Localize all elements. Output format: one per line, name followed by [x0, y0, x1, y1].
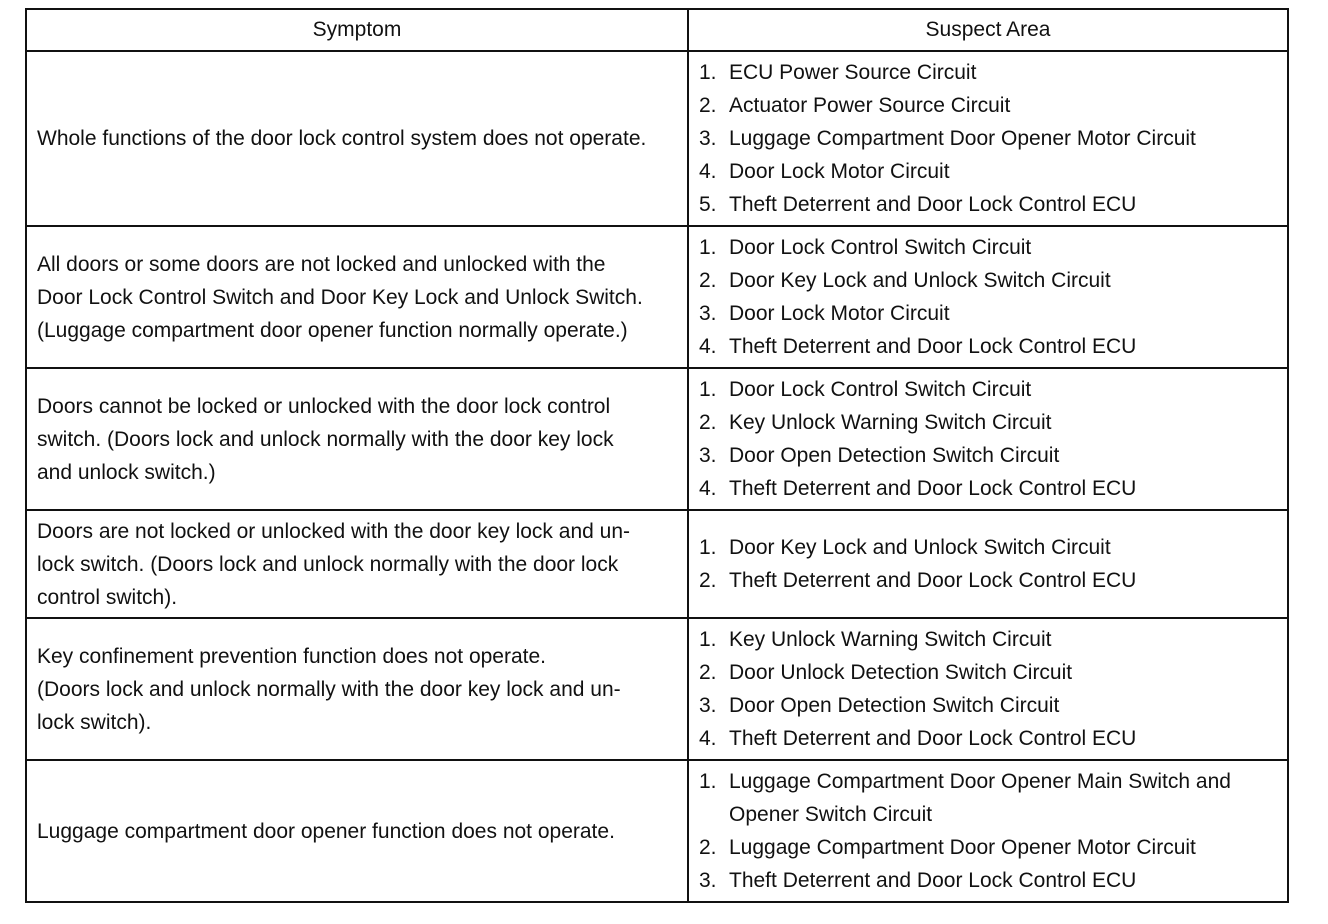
symptom-cell: [26, 510, 688, 618]
suspect-item-text: Door Lock Control Switch Circuit: [729, 236, 1032, 259]
suspect-item: [699, 722, 1277, 755]
symptom-text: lock switch).: [37, 710, 152, 734]
troubleshooting-table: [25, 8, 1289, 903]
suspect-item: [699, 297, 1277, 330]
symptom-cell: [26, 618, 688, 760]
suspect-item: [699, 89, 1277, 122]
suspect-item-number: 3.: [699, 127, 717, 150]
suspect-item: [699, 373, 1277, 406]
suspect-area-cell: [688, 368, 1288, 510]
suspect-item-number: 4.: [699, 335, 717, 358]
suspect-item: [699, 155, 1277, 188]
suspect-area-cell: [688, 226, 1288, 368]
suspect-item: [699, 56, 1277, 89]
suspect-item-number: 1.: [699, 378, 717, 401]
symptom-text: Luggage compartment door opener function does not operate.: [37, 819, 615, 843]
table-row: [26, 226, 1288, 368]
suspect-item-number: 3.: [699, 302, 717, 325]
suspect-area-cell: [688, 618, 1288, 760]
suspect-item-number: 2.: [699, 661, 717, 684]
header-row: [26, 9, 1288, 51]
suspect-list: [699, 765, 1277, 897]
suspect-item-text: Key Unlock Warning Switch Circuit: [729, 411, 1052, 434]
suspect-item-text: Theft Deterrent and Door Lock Control ECU: [729, 193, 1137, 216]
suspect-item-text: Theft Deterrent and Door Lock Control ECU: [729, 477, 1137, 500]
suspect-item: [699, 264, 1277, 297]
symptom-cell: [26, 760, 688, 902]
suspect-item-text: Theft Deterrent and Door Lock Control ECU: [729, 869, 1137, 892]
symptom-header: Symptom: [26, 9, 688, 51]
suspect-item: [699, 656, 1277, 689]
table-row: [26, 510, 1288, 618]
symptom-text: lock switch. (Doors lock and unlock normally with the door lock: [37, 552, 619, 576]
suspect-list: [699, 531, 1277, 597]
suspect-item-number: 4.: [699, 477, 717, 500]
symptom-text: All doors or some doors are not locked and unlocked with the: [37, 252, 606, 276]
suspect-item-text: Actuator Power Source Circuit: [729, 94, 1011, 117]
symptom-text: (Luggage compartment door opener function normally operate.): [37, 318, 628, 342]
table-row: [26, 760, 1288, 902]
symptom-text: control switch).: [37, 585, 178, 609]
suspect-item-text: Door Lock Control Switch Circuit: [729, 378, 1032, 401]
suspect-item-text: Door Key Lock and Unlock Switch Circuit: [729, 269, 1111, 292]
suspect-item-text: Door Unlock Detection Switch Circuit: [729, 661, 1073, 684]
symptom-cell: [26, 368, 688, 510]
symptom-text: switch. (Doors lock and unlock normally with the door key lock: [37, 427, 614, 451]
suspect-item-number: 5.: [699, 193, 717, 216]
suspect-item: [699, 231, 1277, 264]
suspect-item-text: Luggage Compartment Door Opener Motor Circuit: [729, 127, 1196, 150]
suspect-item: [699, 689, 1277, 722]
suspect-item: [699, 188, 1277, 221]
suspect-item-text: Door Key Lock and Unlock Switch Circuit: [729, 536, 1111, 559]
suspect-item-text: Theft Deterrent and Door Lock Control ECU: [729, 335, 1137, 358]
suspect-area-cell: [688, 760, 1288, 902]
suspect-item-number: 1.: [699, 628, 717, 651]
suspect-item-text: Theft Deterrent and Door Lock Control ECU: [729, 569, 1137, 592]
suspect-item: [699, 472, 1277, 505]
table-row: [26, 368, 1288, 510]
suspect-item: [699, 765, 1277, 831]
suspect-list: [699, 231, 1277, 363]
suspect-item-text: ECU Power Source Circuit: [729, 61, 977, 84]
suspect-item-number: 1.: [699, 236, 717, 259]
suspect-area-cell: [688, 510, 1288, 618]
symptom-text: Doors cannot be locked or unlocked with the door lock control: [37, 394, 611, 418]
suspect-list: [699, 56, 1277, 221]
suspect-item-text: Door Lock Motor Circuit: [729, 302, 950, 325]
suspect-item-text: Key Unlock Warning Switch Circuit: [729, 628, 1052, 651]
suspect-item-text: Door Open Detection Switch Circuit: [729, 694, 1060, 717]
suspect-item-number: 1.: [699, 536, 717, 559]
suspect-item: [699, 831, 1277, 864]
table-row: [26, 618, 1288, 760]
suspect-item: [699, 406, 1277, 439]
suspect-area-cell: [688, 51, 1288, 226]
suspect-item: [699, 439, 1277, 472]
suspect-item: [699, 122, 1277, 155]
suspect-item-text: Theft Deterrent and Door Lock Control ECU: [729, 727, 1137, 750]
table-row: [26, 51, 1288, 226]
suspect-item: [699, 330, 1277, 363]
suspect-item-text: Luggage Compartment Door Opener Motor Circuit: [729, 836, 1196, 859]
suspect-item-number: 3.: [699, 694, 717, 717]
suspect-item-number: 2.: [699, 836, 717, 859]
suspect-list: [699, 623, 1277, 755]
suspect-list: [699, 373, 1277, 505]
suspect-item: [699, 564, 1277, 597]
suspect-item-number: 3.: [699, 444, 717, 467]
suspect-item-text: Luggage Compartment Door Opener Main Switch and Opener Switch Circuit: [729, 770, 1231, 826]
symptom-cell: [26, 51, 688, 226]
suspect-item-number: 1.: [699, 770, 717, 793]
suspect-item-number: 3.: [699, 869, 717, 892]
suspect-item-number: 4.: [699, 727, 717, 750]
suspect-item-number: 2.: [699, 569, 717, 592]
suspect-item-text: Door Open Detection Switch Circuit: [729, 444, 1060, 467]
suspect-item-number: 1.: [699, 61, 717, 84]
suspect-item-number: 2.: [699, 411, 717, 434]
symptom-cell: [26, 226, 688, 368]
suspect-item: [699, 531, 1277, 564]
symptom-text: Doors are not locked or unlocked with the door key lock and un-: [37, 519, 630, 543]
suspect-area-header: Suspect Area: [688, 9, 1288, 51]
symptom-text: and unlock switch.): [37, 460, 216, 484]
suspect-item-number: 2.: [699, 94, 717, 117]
symptom-text: (Doors lock and unlock normally with the door key lock and un-: [37, 677, 621, 701]
suspect-item: [699, 864, 1277, 897]
suspect-item: [699, 623, 1277, 656]
symptom-text: Key confinement prevention function does not operate.: [37, 644, 547, 668]
suspect-item-number: 4.: [699, 160, 717, 183]
symptom-text: Door Lock Control Switch and Door Key Lock and Unlock Switch.: [37, 285, 643, 309]
suspect-item-text: Door Lock Motor Circuit: [729, 160, 950, 183]
symptom-text: Whole functions of the door lock control system does not operate.: [37, 127, 647, 150]
suspect-item-number: 2.: [699, 269, 717, 292]
